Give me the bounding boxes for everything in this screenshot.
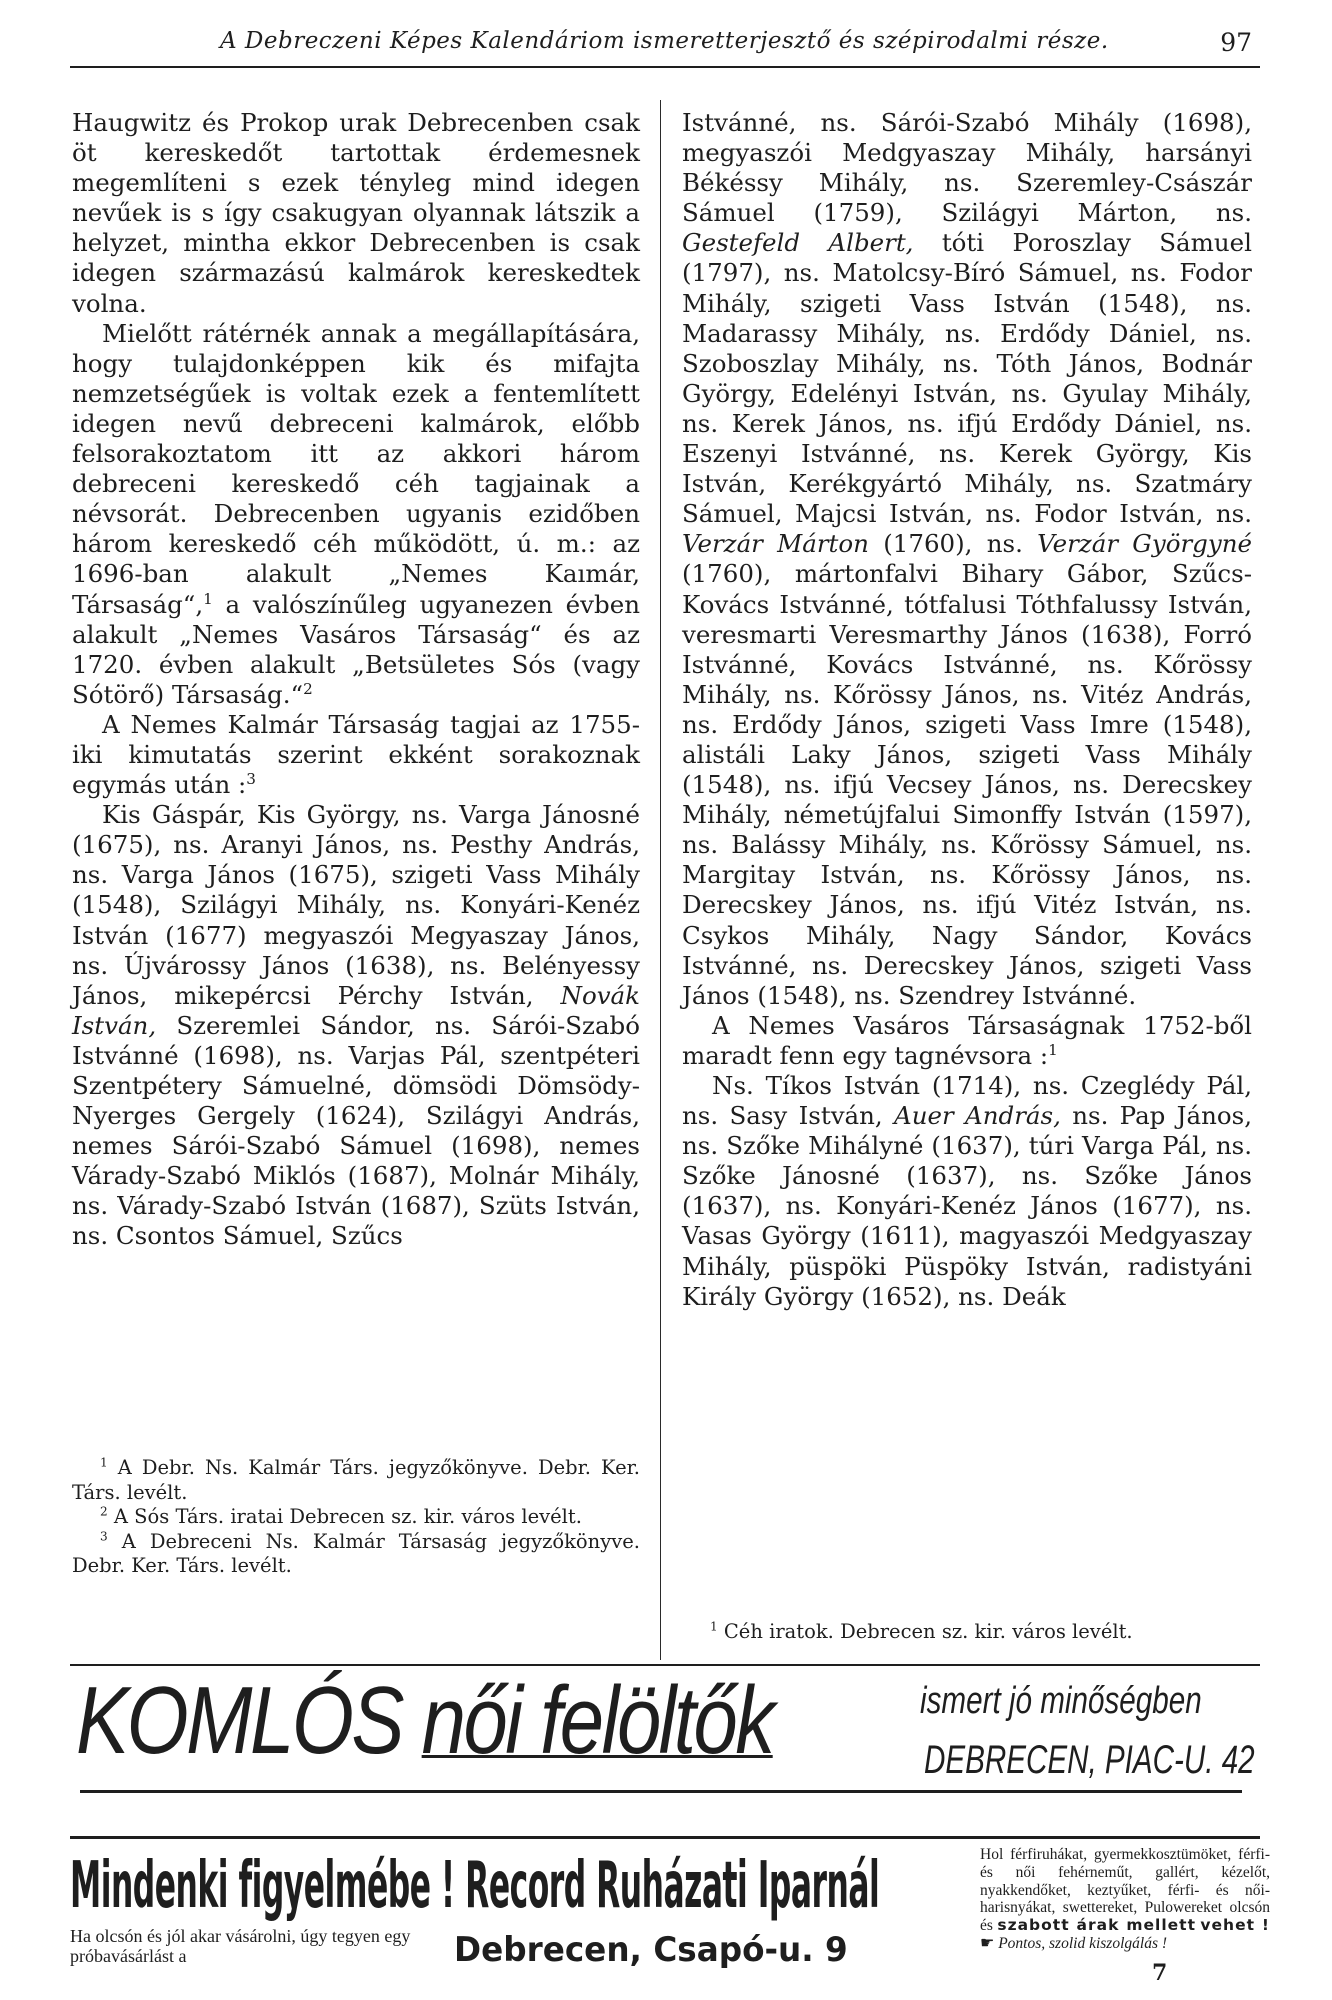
right-column <box>682 108 1252 1654</box>
record-address: Debrecen, Csapó-u. 9 <box>454 1930 848 1970</box>
komlos-logo <box>76 1666 773 1776</box>
right-footnotes <box>682 1620 1252 1644</box>
pointing-hand-icon: ☛ <box>980 1934 995 1952</box>
paragraph: Istvánné, ns. Sárói-Szabó Mihály (1698), megyaszói Medgyaszay Mihály, harsányi Békéssy Mihály, ns. Szeremley-Császár Sámuel (1759), Szilágyi Márton, ns. Gestefeld Albert, tóti Poroszlay Sámuel (1797), ns. Matolcsy-Bíró Sámuel, ns. Fodor Mihály, szigeti Vass István (1548), ns. Madarassy Mihály, ns. Erdődy Dániel, ns. Szoboszlay Mihály, ns. Tóth János, Bodnár György, Edelényi István, ns. Gyulay Mihály, ns. Kerek János, ns. ifjú Erdődy Dániel, ns. Eszenyi Istvánné, ns. Kerek György, Kis István, Kerékgyártó Mihály, ns. Szatmáry Sámuel, Majcsi István, ns. Fodor István, ns. Verzár Márton (1760), ns. Verzár Györgyné (1760), mártonfalvi Bihary Gábor, Szűcs-Kovács Istvánné, tótfalusi Tóthfalussy István, veresmarti Veresmarthy János (1638), Forró Istvánné, Kovács Istvánné, ns. Kőrössy Mihály, ns. Kőrössy János, ns. Vitéz András, ns. Erdődy János, szigeti Vass Imre (1548), alistáli Laky János, szigeti Vass Mihály (1548), ns. ifjú Vecsey János, ns. Derecskey Mihály, németújfalui Simonffy István (1597), ns. Balássy Mihály, ns. Kőrössy Sámuel, ns. Margitay István, ns. Kőrössy János, ns. Derecskey János, ns. ifjú Vitéz István, ns. Csykos Mihály, Nagy Sándor, Kovács Istvánné, ns. Derecskey János, szigeti Vass János (1548), ns. Szendrey Istvánné. <box>682 108 1252 1010</box>
komlos-product: női felöltők <box>421 1667 773 1774</box>
record-advertisement <box>70 1846 1271 1986</box>
paragraph: Mielőtt rátérnék annak a megállapítására, hogy tulajdonképpen kik és mifajta nemzetségűek is voltak ezek a fentemlített idegen nevű debreceni kalmárok, előbb felsorakoztatom itt az akkori három debreceni kereskedő céh tagjainak a névsorát. Debrecenben ugyanis ezidőben három kereskedő céh működött, ú. m.: az 1696-ban alakult „Nemes Kaımár, Társaság“,$^1$ a valószínűleg ugyanezen évben alakult „Nemes Vasáros Társaság“ és az 1720. évben alakult „Betsületes Sós (vagy Sótörő) Társaság.“$^2$ <box>72 318 640 709</box>
komlos-tagline: ismert jó minőségben <box>920 1680 1202 1722</box>
footnote-ref: 1 <box>203 589 213 608</box>
italic-name: Auer András, <box>894 1101 1061 1131</box>
komlos-name: KOMLÓS <box>76 1667 402 1774</box>
record-side-text: Hol férfiruhákat, gyermekkosztümöket, férfi- és női fehérneműt, gallért, kézelőt, nyakkendőket, keztyűket, férfi- és női-harisnyákat, swettereket, Pulowereket olcsón és szabott árak mellett vehet ! ☛ Pontos, szolid kiszolgálás ! <box>980 1846 1271 1952</box>
paragraph: Ns. Tíkos István (1714), ns. Czeglédy Pál, ns. Sasy István, Auer András, ns. Pap János, ns. Szőke Mihályné (1637), túri Varga Pál, ns. Szőke Jánosné (1637), ns. Szőke János (1637), ns. Konyári-Kenéz János (1677), ns. Vasas György (1611), magyaszói Medgyaszay Mihály, püspöki Püspöky István, radistyáni Király György (1652), ns. Deák <box>682 1071 1253 1311</box>
paragraph: Kis Gáspár, Kis György, ns. Varga Jánosné (1675), ns. Aranyi János, ns. Pesthy András, ns. Varga János (1675), szigeti Vass Mihály (1548), Szilágyi Mihály, ns. Konyári-Kenéz István (1677) megyaszói Megyaszay János, ns. Újvárossy János (1638), ns. Belényessy János, mikepércsi Pérchy István, Novák István, Szeremlei Sándor, ns. Sárói-Szabó Istvánné (1698), ns. Varjas Pál, szentpéteri Szentpétery Sámuelné, dömsödi Dömsödy-Nyerges Gergely (1624), Szilágyi András, nemes Sárói-Szabó Sámuel (1698), nemes Várady-Szabó Miklós (1687), Molnár Mihály, ns. Várady-Szabó István (1687), Szüts István, ns. Csontos Sámuel, Szűcs <box>72 800 640 1251</box>
record-prices: szabott árak mellett <box>997 1916 1196 1935</box>
italic-name: Gestefeld Albert, <box>682 228 914 258</box>
running-title: A Debreczeni Képes Kalendáriom ismeretterjesztő és szépirodalmi része. <box>220 28 1109 54</box>
footnote-ref: 2 <box>303 679 313 698</box>
record-buy: vehet ! <box>1200 1916 1271 1935</box>
footnote: $^3$ A Debreceni Ns. Kalmár Társaság jegyzőkönyve. Debr. Ker. Társ. levélt. <box>72 1529 640 1578</box>
italic-name: Verzár Györgyné <box>1037 529 1252 559</box>
footnote: $^1$ A Debr. Ns. Kalmár Társ. jegyzőkönyve. Debr. Ker. Társ. levélt. <box>72 1455 640 1504</box>
komlos-address: DEBRECEN, PIAC-U. 42 <box>924 1738 1255 1782</box>
italic-name: Verzár Márton <box>682 529 869 559</box>
left-column-body <box>72 108 640 1252</box>
footnote: $^1$ Céh iratok. Debrecen sz. kir. város levélt. <box>710 1619 1133 1643</box>
right-column-body <box>682 108 1252 1312</box>
paragraph: A Nemes Kalmár Társaság tagjai az 1755-iki kimutatás szerint ekként sorakoznak egymás után :$^3$ <box>72 709 640 800</box>
paragraph: Haugwitz és Prokop urak Debrecenben csak öt kereskedőt tartottak érdemesnek megemlíteni s ezek tényleg mind idegen nevűek is s így csakugyan olyannak látszik a helyzet, mintha ekkor Debrecenben is csak idegen származású kalmárok kereskedtek volna. <box>72 108 640 318</box>
footnote: $^2$ A Sós Társ. iratai Debrecen sz. kir. város levélt. <box>100 1504 582 1529</box>
record-note: Ha olcsón és jól akar vásárolni, úgy tegyen egy próbavásárlást a <box>70 1926 411 1966</box>
running-head <box>70 22 1260 68</box>
komlos-underline <box>80 1790 1242 1793</box>
footnote-ref: 3 <box>246 769 256 788</box>
column-divider <box>660 100 661 1660</box>
section-divider <box>70 1836 1260 1839</box>
record-service: Pontos, szolid kiszolgálás ! <box>998 1934 1168 1952</box>
paragraph: A Nemes Vasáros Társaságnak 1752-ből maradt fenn egy tagnévsora :$^1$ <box>682 1010 1252 1070</box>
sheet-number: 7 <box>1152 1960 1168 1986</box>
footnote-ref: 1 <box>1048 1040 1058 1059</box>
left-footnotes <box>72 1456 640 1579</box>
record-headline: Mindenki figyelmébe ! Record Ruházati Iparnál <box>70 1849 880 1923</box>
page-number: 97 <box>1220 28 1252 57</box>
italic-name: Novák István, <box>72 980 640 1040</box>
komlos-advertisement <box>70 1667 1260 1822</box>
left-column <box>72 108 640 1654</box>
